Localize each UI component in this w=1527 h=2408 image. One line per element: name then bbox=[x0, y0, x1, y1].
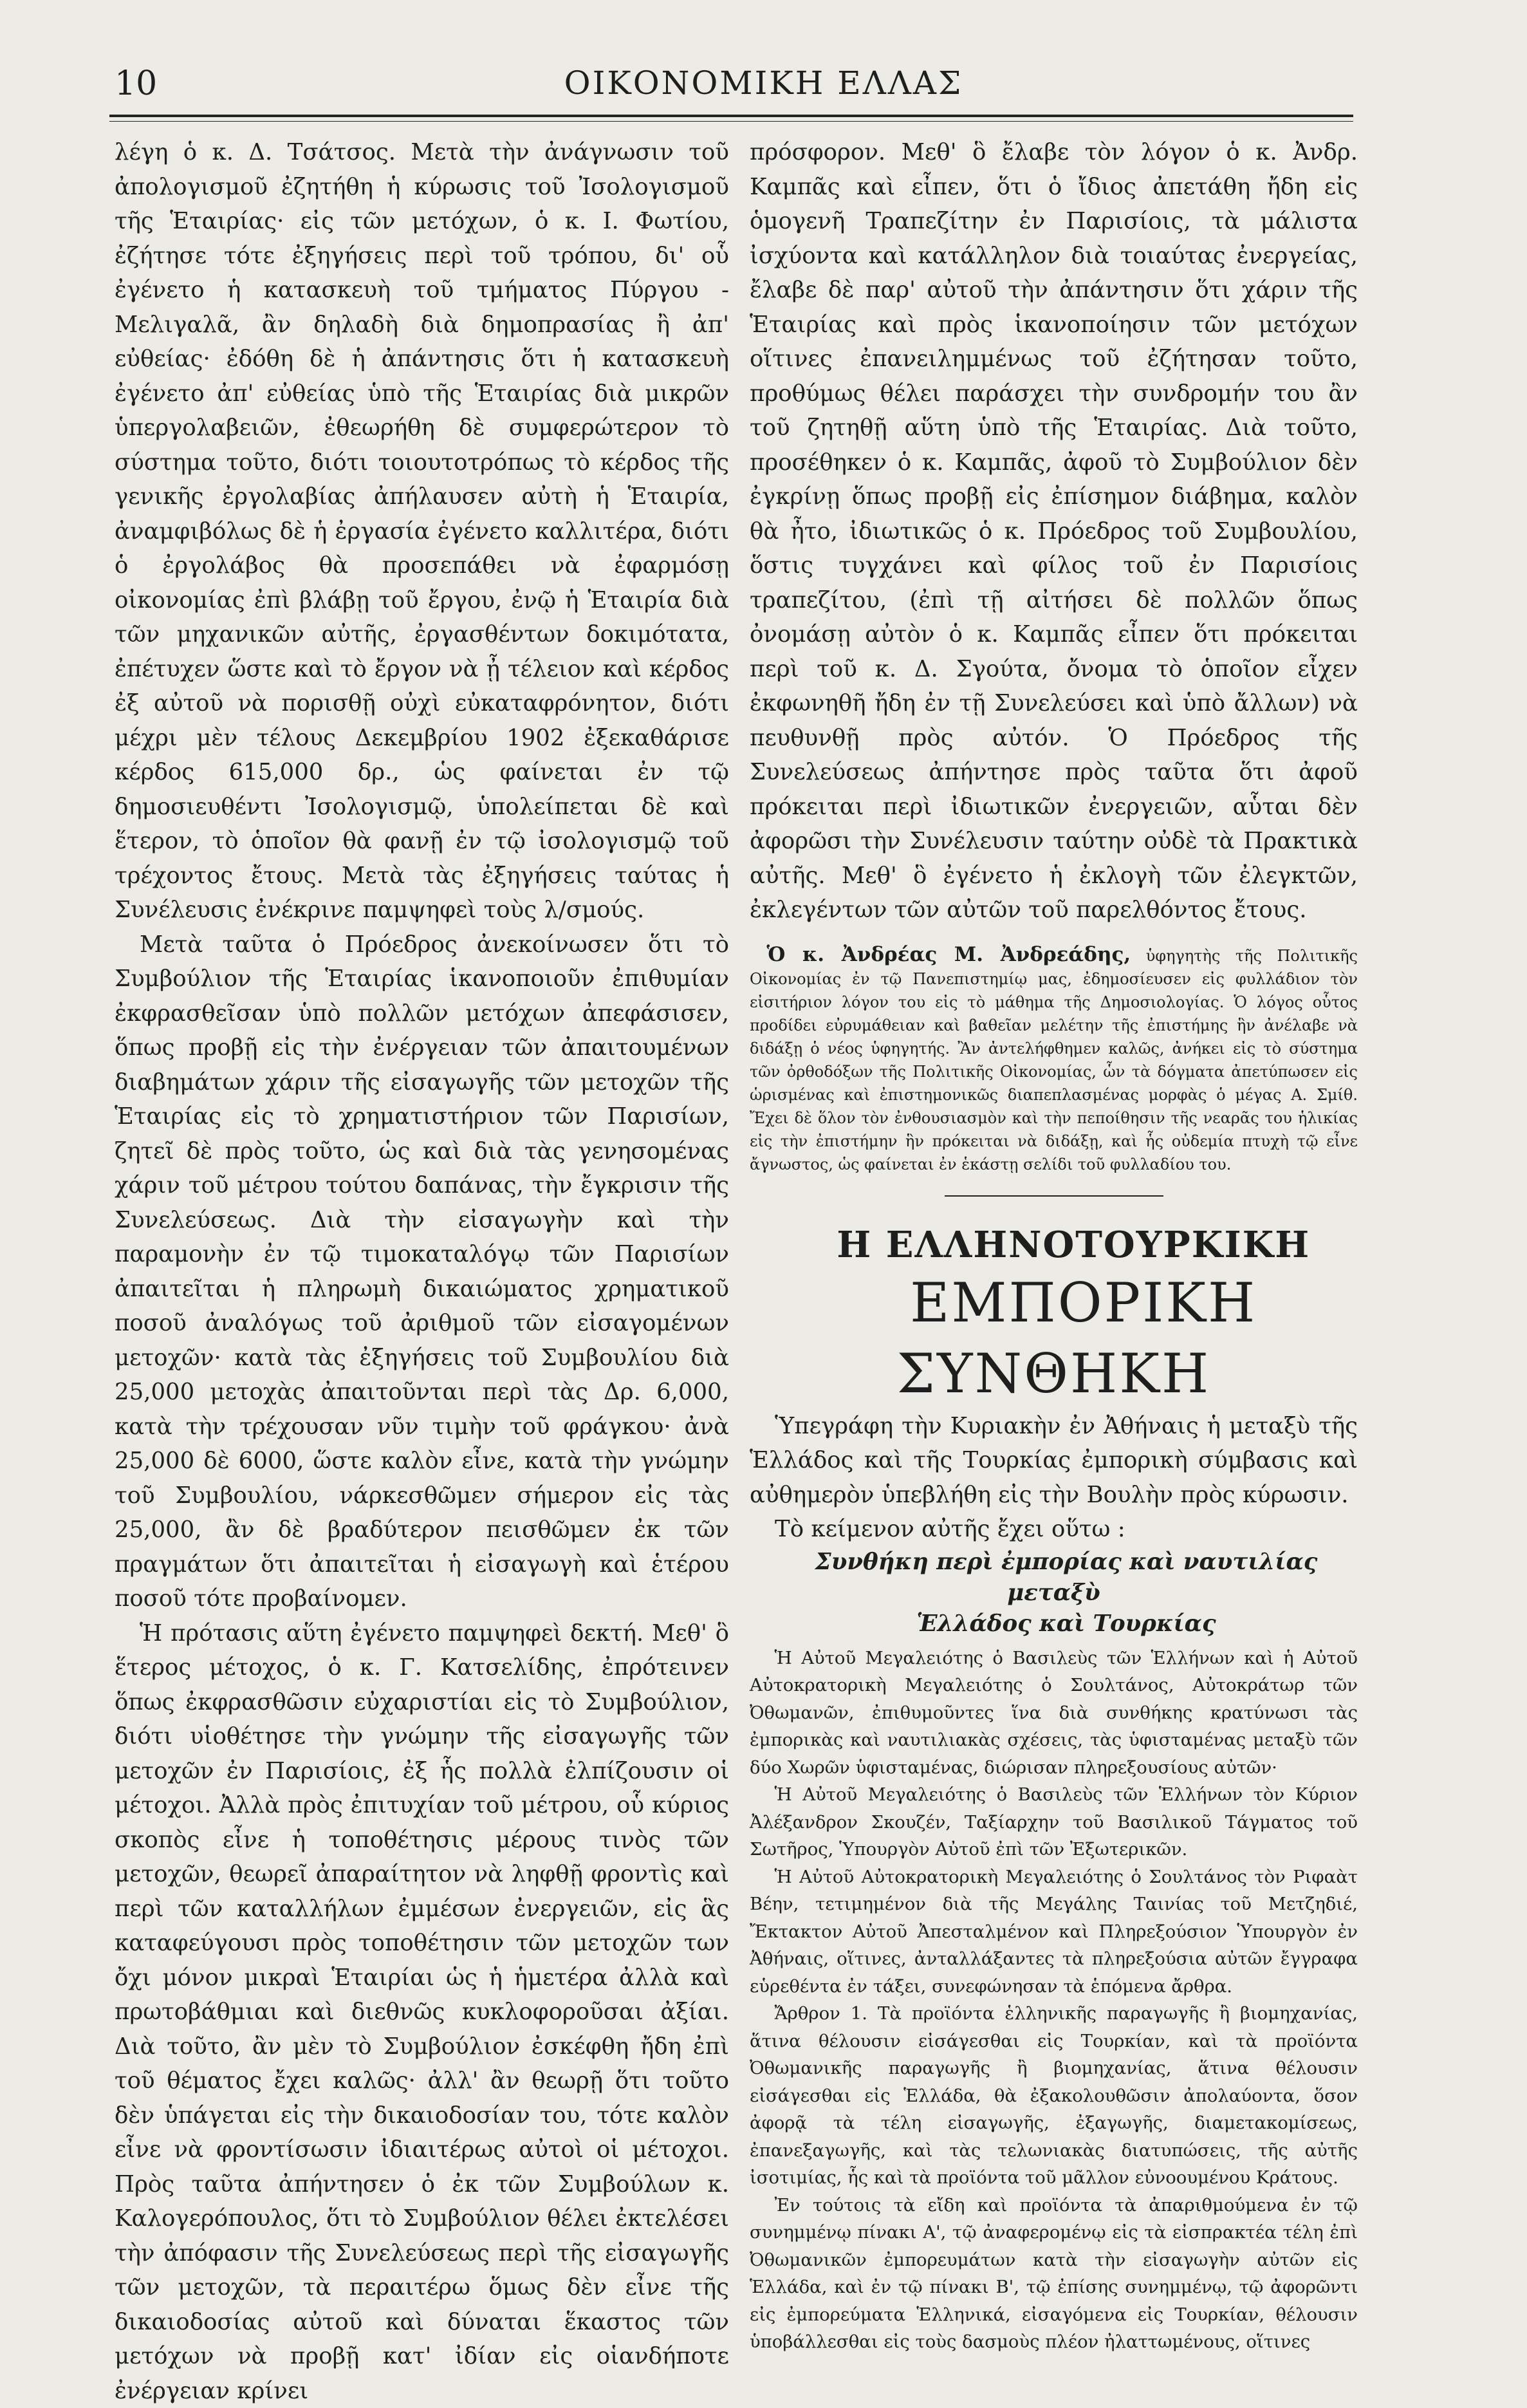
left-column bbox=[115, 135, 729, 2408]
treaty-subheading-1: Συνθήκη περὶ ἐμπορίας καὶ ναυτιλίας μεταξὺ bbox=[750, 1547, 1358, 1609]
article-intro: Ὑπεγράφη τὴν Κυριακὴν ἐν Ἀθήναις ἡ μεταξὺ τῆς Ἑλλάδος καὶ τῆς Τουρκίας ἐμπορικὴ σύμβασις καὶ αὐθημερὸν ὑπεβλήθη εἰς τὴν Βουλὴν πρὸς κύρωσιν. bbox=[750, 1409, 1358, 1513]
section-divider bbox=[945, 1195, 1163, 1197]
running-title: ΟΙΚΟΝΟΜΙΚΗ ΕΛΛΑΣ bbox=[0, 64, 1527, 102]
article-text-intro: Τὸ κείμενον αὐτῆς ἔχει οὕτω : bbox=[750, 1512, 1358, 1547]
announcement bbox=[750, 943, 1358, 1176]
treaty-paragraph: Ἡ Αὐτοῦ Μεγαλειότης ὁ Βασιλεὺς τῶν Ἑλλήνων τὸν Κύριον Ἀλέξανδρον Σκουζέν, Ταξίαρχην τοῦ Βασιλικοῦ Τάγματος τοῦ Σωτῆρος, Ὑπουργὸν Αὐτοῦ ἐπὶ τῶν Ἐξωτερικῶν. bbox=[750, 1781, 1358, 1863]
header-rule-thick bbox=[109, 115, 1353, 117]
page-number: 10 bbox=[115, 64, 157, 103]
announcement-text: ὑφηγητὴς τῆς Πολιτικῆς Οἰκονομίας ἐν τῷ Πανεπιστημίῳ μας, ἐδημοσίευσεν εἰς φυλλάδιον τὸν εἰσιτήριον λόγον του εἰς τὸ μάθημα τῆς Δημοσιολογίας. Ὁ λόγος οὗτος προδίδει εὐρυμάθειαν καὶ βαθεῖαν μελέτην τῆς ἐπιστήμης ἣν ἀνέλαβε νὰ διδάξῃ ὁ νέος ὑφηγητής. Ἂν ἀντελήφθημεν καλῶς, ἀνήκει εἰς τὸ σύστημα τῶν ὀρθοδόξων τῆς Πολιτικῆς Οἰκονομίας, ὧν τὰ δόγματα ἀπετύπωσεν εἰς ὡρισμένας καὶ ἐπιστημονικῶς διαπεπλασμένας μορφὰς ὁ μέγας Α. Σμίθ. Ἔχει δὲ ὅλον τὸν ἐνθουσιασμὸν καὶ τὴν πεποίθησιν τῆς νεαρᾶς του ἡλικίας εἰς τὴν ἐπιστήμην ἣν πρόκειται νὰ διδάξῃ, καὶ ἧς οὐδεμία πτυχὴ τῷ εἶνε ἄγνωστος, ὡς φαίνεται ἐν ἑκάστῃ σελίδι τοῦ φυλλαδίου του. bbox=[750, 947, 1358, 1173]
right-column bbox=[750, 135, 1358, 2356]
treaty-paragraph: Ἄρθρον 1. Τὰ προϊόντα ἑλληνικῆς παραγωγῆς ἢ βιομηχανίας, ἅτινα θέλουσιν εἰσάγεσθαι εἰς Τουρκίαν, καὶ τὰ προϊόντα Ὀθωμανικῆς παραγωγῆς ἢ βιομηχανίας, ἅτινα θέλουσιν εἰσάγεσθαι εἰς Ἑλλάδα, θὰ ἐξακολουθῶσιν ἀπολαύοντα, ὅσον ἀφορᾷ τὰ τέλη εἰσαγωγῆς, ἐξαγωγῆς, διαμετακομίσεως, ἐπανεξαγωγῆς, καὶ τὰς τελωνιακὰς διατυπώσεις, τῆς αὐτῆς ἰσοτιμίας, ἧς καὶ τὰ προϊόντα τοῦ μᾶλλον εὐνοουμένου Κράτους. bbox=[750, 2000, 1358, 2192]
body-paragraph: πρόσφορον. Μεθ' ὃ ἔλαβε τὸν λόγον ὁ κ. Ἀνδρ. Καμπᾶς καὶ εἶπεν, ὅτι ὁ ἴδιος ἀπετάθη ἤδη εἰς ὁμογενῆ Τραπεζίτην ἐν Παρισίοις, τὰ μάλιστα ἰσχύοντα καὶ κατάλληλον διὰ τοιαύτας ἐνεργείας, ἔλαβε δὲ παρ' αὐτοῦ τὴν ἀπάντησιν ὅτι χάριν τῆς Ἑταιρίας καὶ πρὸς ἱκανοποίησιν τῶν μετόχων οἵτινες ἐπανειλημμένως τοῦ ἐζήτησαν τοῦτο, προθύμως θέλει παράσχει τὴν συνδρομήν του ἂν τοῦ ζητηθῇ αὕτη ὑπὸ τῆς Ἑταιρίας. Διὰ τοῦτο, προσέθηκεν ὁ κ. Καμπᾶς, ἀφοῦ τὸ Συμβούλιον δὲν ἐγκρίνῃ ὅπως προβῇ εἰς ἐπίσημον διάβημα, καλὸν θὰ ἦτο, ἰδιωτικῶς ὁ κ. Πρόεδρος τοῦ Συμβουλίου, ὅστις τυγχάνει καὶ φίλος τοῦ ἐν Παρισίοις τραπεζίτου, (ἐπὶ τῇ αἰτήσει δὲ πολλῶν ὅπως ὀνομάσῃ αὐτὸν ὁ κ. Καμπᾶς εἶπεν ὅτι πρόκειται περὶ τοῦ κ. Δ. Σγούτα, ὄνομα τὸ ὁποῖον εἶχεν ἐκφωνηθῆ ἤδη ἐν τῇ Συνελεύσει καὶ ὑπὸ ἄλλων) νὰ πευθυνθῇ πρὸς αὐτόν. Ὁ Πρόεδρος τῆς Συνελεύσεως ἀπήντησε πρὸς ταῦτα ὅτι ἀφοῦ πρόκειται περὶ ἰδιωτικῶν ἐνεργειῶν, αὗται δὲν ἀφορῶσι τὴν Συνέλευσιν ταύτην οὐδὲ τὰ Πρακτικὰ αὐτῆς. Μεθ' ὃ ἐγένετο ἡ ἐκλογὴ τῶν ἐλεγκτῶν, ἐκλεγέντων τῶν αὐτῶν τοῦ παρελθόντος ἔτους. bbox=[750, 135, 1358, 928]
announcement-name: Ὁ κ. Ἀνδρέας Μ. Ἀνδρεάδης, bbox=[766, 943, 1131, 966]
article-headline-1: Η ΕΛΛΗΝΟΤΟΥΡΚΙΚΗ bbox=[750, 1222, 1358, 1267]
treaty-paragraph: Ἡ Αὐτοῦ Αὐτοκρατορικὴ Μεγαλειότης ὁ Σουλτάνος τὸν Ριφαὰτ Βέην, τετιμημένον διὰ τῆς Μεγάλης Ταινίας τοῦ Μετζηδιέ, Ἔκτακτον Αὐτοῦ Ἀπεσταλμένον καὶ Πληρεξούσιον Ὑπουργὸν ἐν Ἀθήναις, οἵτινες, ἀνταλλάξαντες τὰ πληρεξούσια αὐτῶν ἔγγραφα εὑρεθέντα ἐν τάξει, συνεφώνησαν τὰ ἑπόμενα ἄρθρα. bbox=[750, 1863, 1358, 2001]
treaty-paragraph: Ἐν τούτοις τὰ εἴδη καὶ προϊόντα τὰ ἀπαριθμούμενα ἐν τῷ συνημμένῳ πίνακι Α', τῷ ἀναφερομένῳ εἰς τὰ εἰσπρακτέα τέλη ἐπὶ Ὀθωμανικῶν ἐμπορευμάτων κατὰ τὴν εἰσαγωγὴν αὐτῶν εἰς Ἑλλάδα, καὶ ἐν τῷ πίνακι Β', τῷ ἐπίσης συνημμένῳ, τῷ ἀφορῶντι εἰς ἐμπορεύματα Ἑλληνικά, εἰσαγόμενα εἰς Τουρκίαν, θέλουσιν ὑποβάλλεσθαι εἰς τοὺς δασμοὺς πλέον ἠλαττωμένους, οἵτινες bbox=[750, 2192, 1358, 2356]
body-paragraph: λέγη ὁ κ. Δ. Τσάτσος. Μετὰ τὴν ἀνάγνωσιν τοῦ ἀπολογισμοῦ ἐζητήθη ἡ κύρωσις τοῦ Ἰσολογισμοῦ τῆς Ἑταιρίας· εἰς τῶν μετόχων, ὁ κ. Ι. Φωτίου, ἐζήτησε τότε ἐξηγήσεις περὶ τοῦ τρόπου, δι' οὗ ἐγένετο ἡ κατασκευὴ τοῦ τμήματος Πύργου - Μελιγαλᾶ, ἂν δηλαδὴ διὰ δημοπρασίας ἢ ἀπ' εὐθείας· ἐδόθη δὲ ἡ ἀπάντησις ὅτι ἡ κατασκευὴ ἐγένετο ἀπ' εὐθείας ὑπὸ τῆς Ἑταιρίας διὰ μικρῶν ὑπεργολαβειῶν, ἐθεωρήθη δὲ συμφερώτερον τὸ σύστημα τοῦτο, διότι τοιουτοτρόπως τὸ κέρδος τῆς γενικῆς ἐργολαβίας ἀπήλαυσεν αὐτὴ ἡ Ἑταιρία, ἀναμφιβόλως δὲ ἡ ἐργασία ἐγένετο καλλιτέρα, διότι ὁ ἐργολάβος θὰ προσεπάθει νὰ ἐφαρμόσῃ οἰκονομίας ἐπὶ βλάβῃ τοῦ ἔργου, ἐνῷ ἡ Ἑταιρία διὰ τῶν μηχανικῶν αὐτῆς, ἐργασθέντων δοκιμότατα, ἐπέτυχεν ὥστε καὶ τὸ ἔργον νὰ ᾖ τέλειον καὶ κέρδος ἐξ αὐτοῦ νὰ πορισθῇ οὐχὶ εὐκαταφρόνητον, διότι μέχρι μὲν τέλους Δεκεμβρίου 1902 ἐξεκαθάρισε κέρδος 615,000 δρ., ὡς φαίνεται ἐν τῷ δημοσιευθέντι Ἰσολογισμῷ, ὑπολείπεται δὲ καὶ ἕτερον, τὸ ὁποῖον θὰ φανῇ ἐν τῷ ἰσολογισμῷ τοῦ τρέχοντος ἔτους. Μετὰ τὰς ἐξηγήσεις ταύτας ἡ Συνέλευσις ἐνέκρινε παμψηφεὶ τοὺς λ/σμούς. bbox=[115, 135, 729, 928]
body-paragraph: Ἡ πρότασις αὕτη ἐγένετο παμψηφεὶ δεκτή. Μεθ' ὃ ἕτερος μέτοχος, ὁ κ. Γ. Κατσελίδης, ἐπρότεινεν ὅπως ἐκφρασθῶσιν εὐχαριστίαι εἰς τὸ Συμβούλιον, διότι υἱοθέτησε τὴν γνώμην τῆς εἰσαγωγῆς τῶν μετοχῶν ἐν Παρισίοις, ἐξ ἧς πολλὰ ἐλπίζουσιν οἱ μέτοχοι. Ἀλλὰ πρὸς ἐπιτυχίαν τοῦ μέτρου, οὗ κύριος σκοπὸς εἶνε ἡ τοποθέτησις μέρους τινὸς τῶν μετοχῶν, θεωρεῖ ἀπαραίτητον νὰ ληφθῇ φροντὶς καὶ περὶ τῶν καταλλήλων ἐμμέσων ἐνεργειῶν, εἰς ἃς καταφεύγουσι πρὸς τοποθέτησιν τῶν μετοχῶν των ὄχι μόνον μικραὶ Ἑταιρίαι ὡς ἡ ἡμετέρα ἀλλὰ καὶ πρωτοβάθμιαι καὶ διεθνῶς κυκλοφοροῦσαι ἀξίαι. Διὰ τοῦτο, ἂν μὲν τὸ Συμβούλιον ἐσκέφθη ἤδη ἐπὶ τοῦ θέματος ἔχει καλῶς· ἀλλ' ἂν θεωρῇ ὅτι τοῦτο δὲν ὑπάγεται εἰς τὴν δικαιοδοσίαν του, τότε καλὸν εἶνε νὰ φροντίσωσιν ἰδιαιτέρως αὐτοὶ οἱ μέτοχοι. Πρὸς ταῦτα ἀπήντησεν ὁ ἐκ τῶν Συμβούλων κ. Καλογερόπουλος, ὅτι τὸ Συμβούλιον θέλει ἐκτελέσει τὴν ἀπόφασιν τῆς Συνελεύσεως περὶ τῆς εἰσαγωγῆς τῶν μετοχῶν, τὰ περαιτέρω ὅμως δὲν εἶνε τῆς δικαιοδοσίας αὐτοῦ καὶ δύναται ἕκαστος τῶν μετόχων νὰ προβῇ κατ' ἰδίαν εἰς οἱανδήποτε ἐνέργειαν κρίνει bbox=[115, 1616, 729, 2408]
body-paragraph: Μετὰ ταῦτα ὁ Πρόεδρος ἀνεκοίνωσεν ὅτι τὸ Συμβούλιον τῆς Ἑταιρίας ἱκανοποιοῦν ἐπιθυμίαν ἐκφρασθεῖσαν ὑπὸ πολλῶν μετόχων ἀπεφάσισεν, ὅπως προβῇ εἰς τὴν ἐνέργειαν τῶν ἀπαιτουμένων διαβημάτων χάριν τῆς εἰσαγωγῆς τῶν μετοχῶν τῆς Ἑταιρίας εἰς τὸ χρηματιστήριον τῶν Παρισίων, ζητεῖ δὲ πρὸς τοῦτο, ὡς καὶ διὰ τὰς γενησομένας χάριν τοῦ μέτρου τούτου δαπάνας, τὴν ἔγκρισιν τῆς Συνελεύσεως. Διὰ τὴν εἰσαγωγὴν καὶ τὴν παραμονὴν ἐν τῷ τιμοκαταλόγῳ τῶν Παρισίων ἀπαιτεῖται ἡ πληρωμὴ δικαιώματος χρηματικοῦ ποσοῦ ἀναλόγως τοῦ ἀριθμοῦ τῶν εἰσαγομένων μετοχῶν· κατὰ τὰς ἐξηγήσεις τοῦ Συμβουλίου διὰ 25,000 μετοχὰς ἀπαιτοῦνται περὶ τὰς Δρ. 6,000, κατὰ τὴν τρέχουσαν νῦν τιμὴν τοῦ φράγκου· ἀνὰ 25,000 δὲ 6000, ὥστε καλὸν εἶνε, κατὰ τὴν γνώμην τοῦ Συμβουλίου, νάρκεσθῶμεν σήμερον εἰς τὰς 25,000, ἂν δὲ βραδύτερον πεισθῶμεν ἐκ τῶν πραγμάτων ὅτι ἀπαιτεῖται ἡ εἰσαγωγὴ καὶ ἑτέρου ποσοῦ τότε προβαίνομεν. bbox=[115, 928, 729, 1616]
article-headline-2: ΕΜΠΟΡΙΚΗ ΣΥΝΘΗΚΗ bbox=[750, 1267, 1358, 1409]
header-rule-thin bbox=[109, 121, 1353, 122]
treaty-paragraph: Ἡ Αὐτοῦ Μεγαλειότης ὁ Βασιλεὺς τῶν Ἑλλήνων καὶ ἡ Αὐτοῦ Αὐτοκρατορικὴ Μεγαλειότης ὁ Σουλτάνος, Αὐτοκράτωρ τῶν Ὀθωμανῶν, ἐπιθυμοῦντες ἵνα διὰ συνθήκης κρατύνωσι τὰς ἐμπορικὰς καὶ ναυτιλιακὰς σχέσεις, τὰς ὑφισταμένας μεταξὺ τῶν δύο Χωρῶν ὑφισταμένας, διώρισαν πληρεξουσίους αὐτῶν· bbox=[750, 1645, 1358, 1782]
treaty-subheading-2: Ἑλλάδος καὶ Τουρκίας bbox=[750, 1609, 1358, 1639]
treaty-text bbox=[750, 1645, 1358, 2356]
